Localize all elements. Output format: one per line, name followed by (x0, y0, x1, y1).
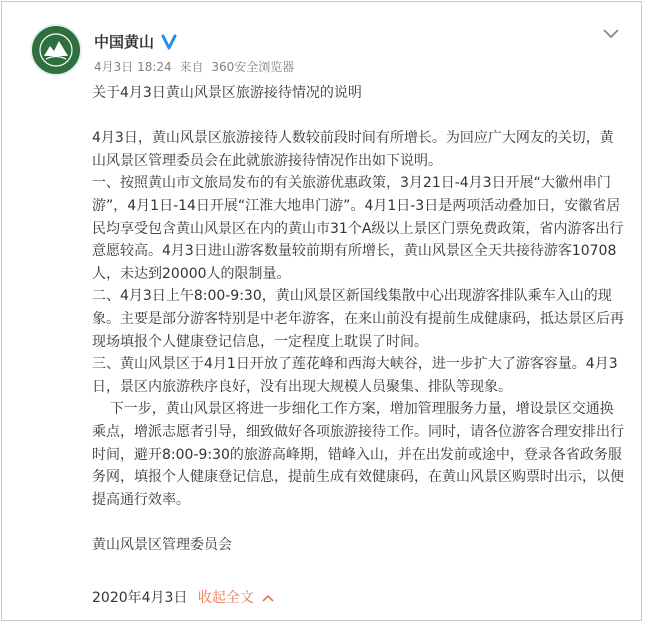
post-date[interactable]: 4月3日 18:24 (94, 60, 172, 74)
post-signature-date: 2020年4月3日 (92, 590, 188, 606)
post-paragraph: 下一步，黄山风景区将进一步细化工作方案，增加管理服务力量，增设景区交通换乘点，增派志愿者引导，细致做好各项旅游接待工作。同时，请各位游客合理安排出行时间，避开8:00-9:30的旅游高峰期，错峰入山，并在出发前或途中，登录各省政务服务网，填报个人健康登记信息，提前生成有效健康码，在黄山风景区购票时出示，以便提高通行效率。 (92, 401, 624, 508)
weibo-post-card (1, 1, 642, 621)
post-footer (92, 588, 274, 608)
huangshan-logo-icon (32, 26, 80, 74)
post-source[interactable]: 360安全浏览器 (211, 60, 295, 74)
post-source-prefix: 来自 (179, 60, 204, 74)
post-body (92, 82, 626, 556)
post-paragraph: 一、按照黄山市文旅局发布的有关旅游优惠政策，3月21日-4月3日开展“大徽州串门游”，4月1日-14日开展“江淮大地串门游”。4月1日-3日是两项活动叠加日，安徽省居民均享受包含黄山风景区在内的黄山市31个A级以上景区门票免费政策，省内游客出行意愿较高。4月3日进山游客数量较前期有所增长，黄山风景区全天共接待游客10708人，未达到20000人的限制量。 (92, 175, 624, 282)
post-meta (94, 59, 298, 75)
collapse-full-text-link[interactable]: 收起全文 (197, 590, 254, 606)
verified-badge-icon (160, 33, 178, 51)
avatar[interactable] (30, 24, 82, 76)
post-paragraph: 二、4月3日上午8:00-9:30，黄山风景区新国线集散中心出现游客排队乘车入山的现象。主要是部分游客特别是中老年游客，在来山前没有提前生成健康码，抵达景区后再现场填报个人健康登记信息，一定程度上耽误了时间。 (92, 288, 624, 350)
post-signature: 黄山风景区管理委员会 (92, 536, 232, 553)
post-paragraph: 4月3日，黄山风景区旅游接待人数较前段时间有所增长。为回应广大网友的关切，黄山风景区管理委员会在此就旅游接待情况作出如下说明。 (92, 130, 614, 169)
post-paragraph: 三、黄山风景区于4月1日开放了莲花峰和西海大峡谷，进一步扩大了游客容量。4月3日，景区内旅游秩序良好，没有出现大规模人员聚集、排队等现象。 (92, 356, 618, 395)
account-name[interactable]: 中国黄山 (94, 33, 155, 51)
chevron-up-icon[interactable] (262, 593, 274, 603)
post-title: 关于4月3日黄山风景区旅游接待情况的说明 (92, 85, 362, 101)
chevron-down-icon[interactable] (601, 27, 621, 41)
